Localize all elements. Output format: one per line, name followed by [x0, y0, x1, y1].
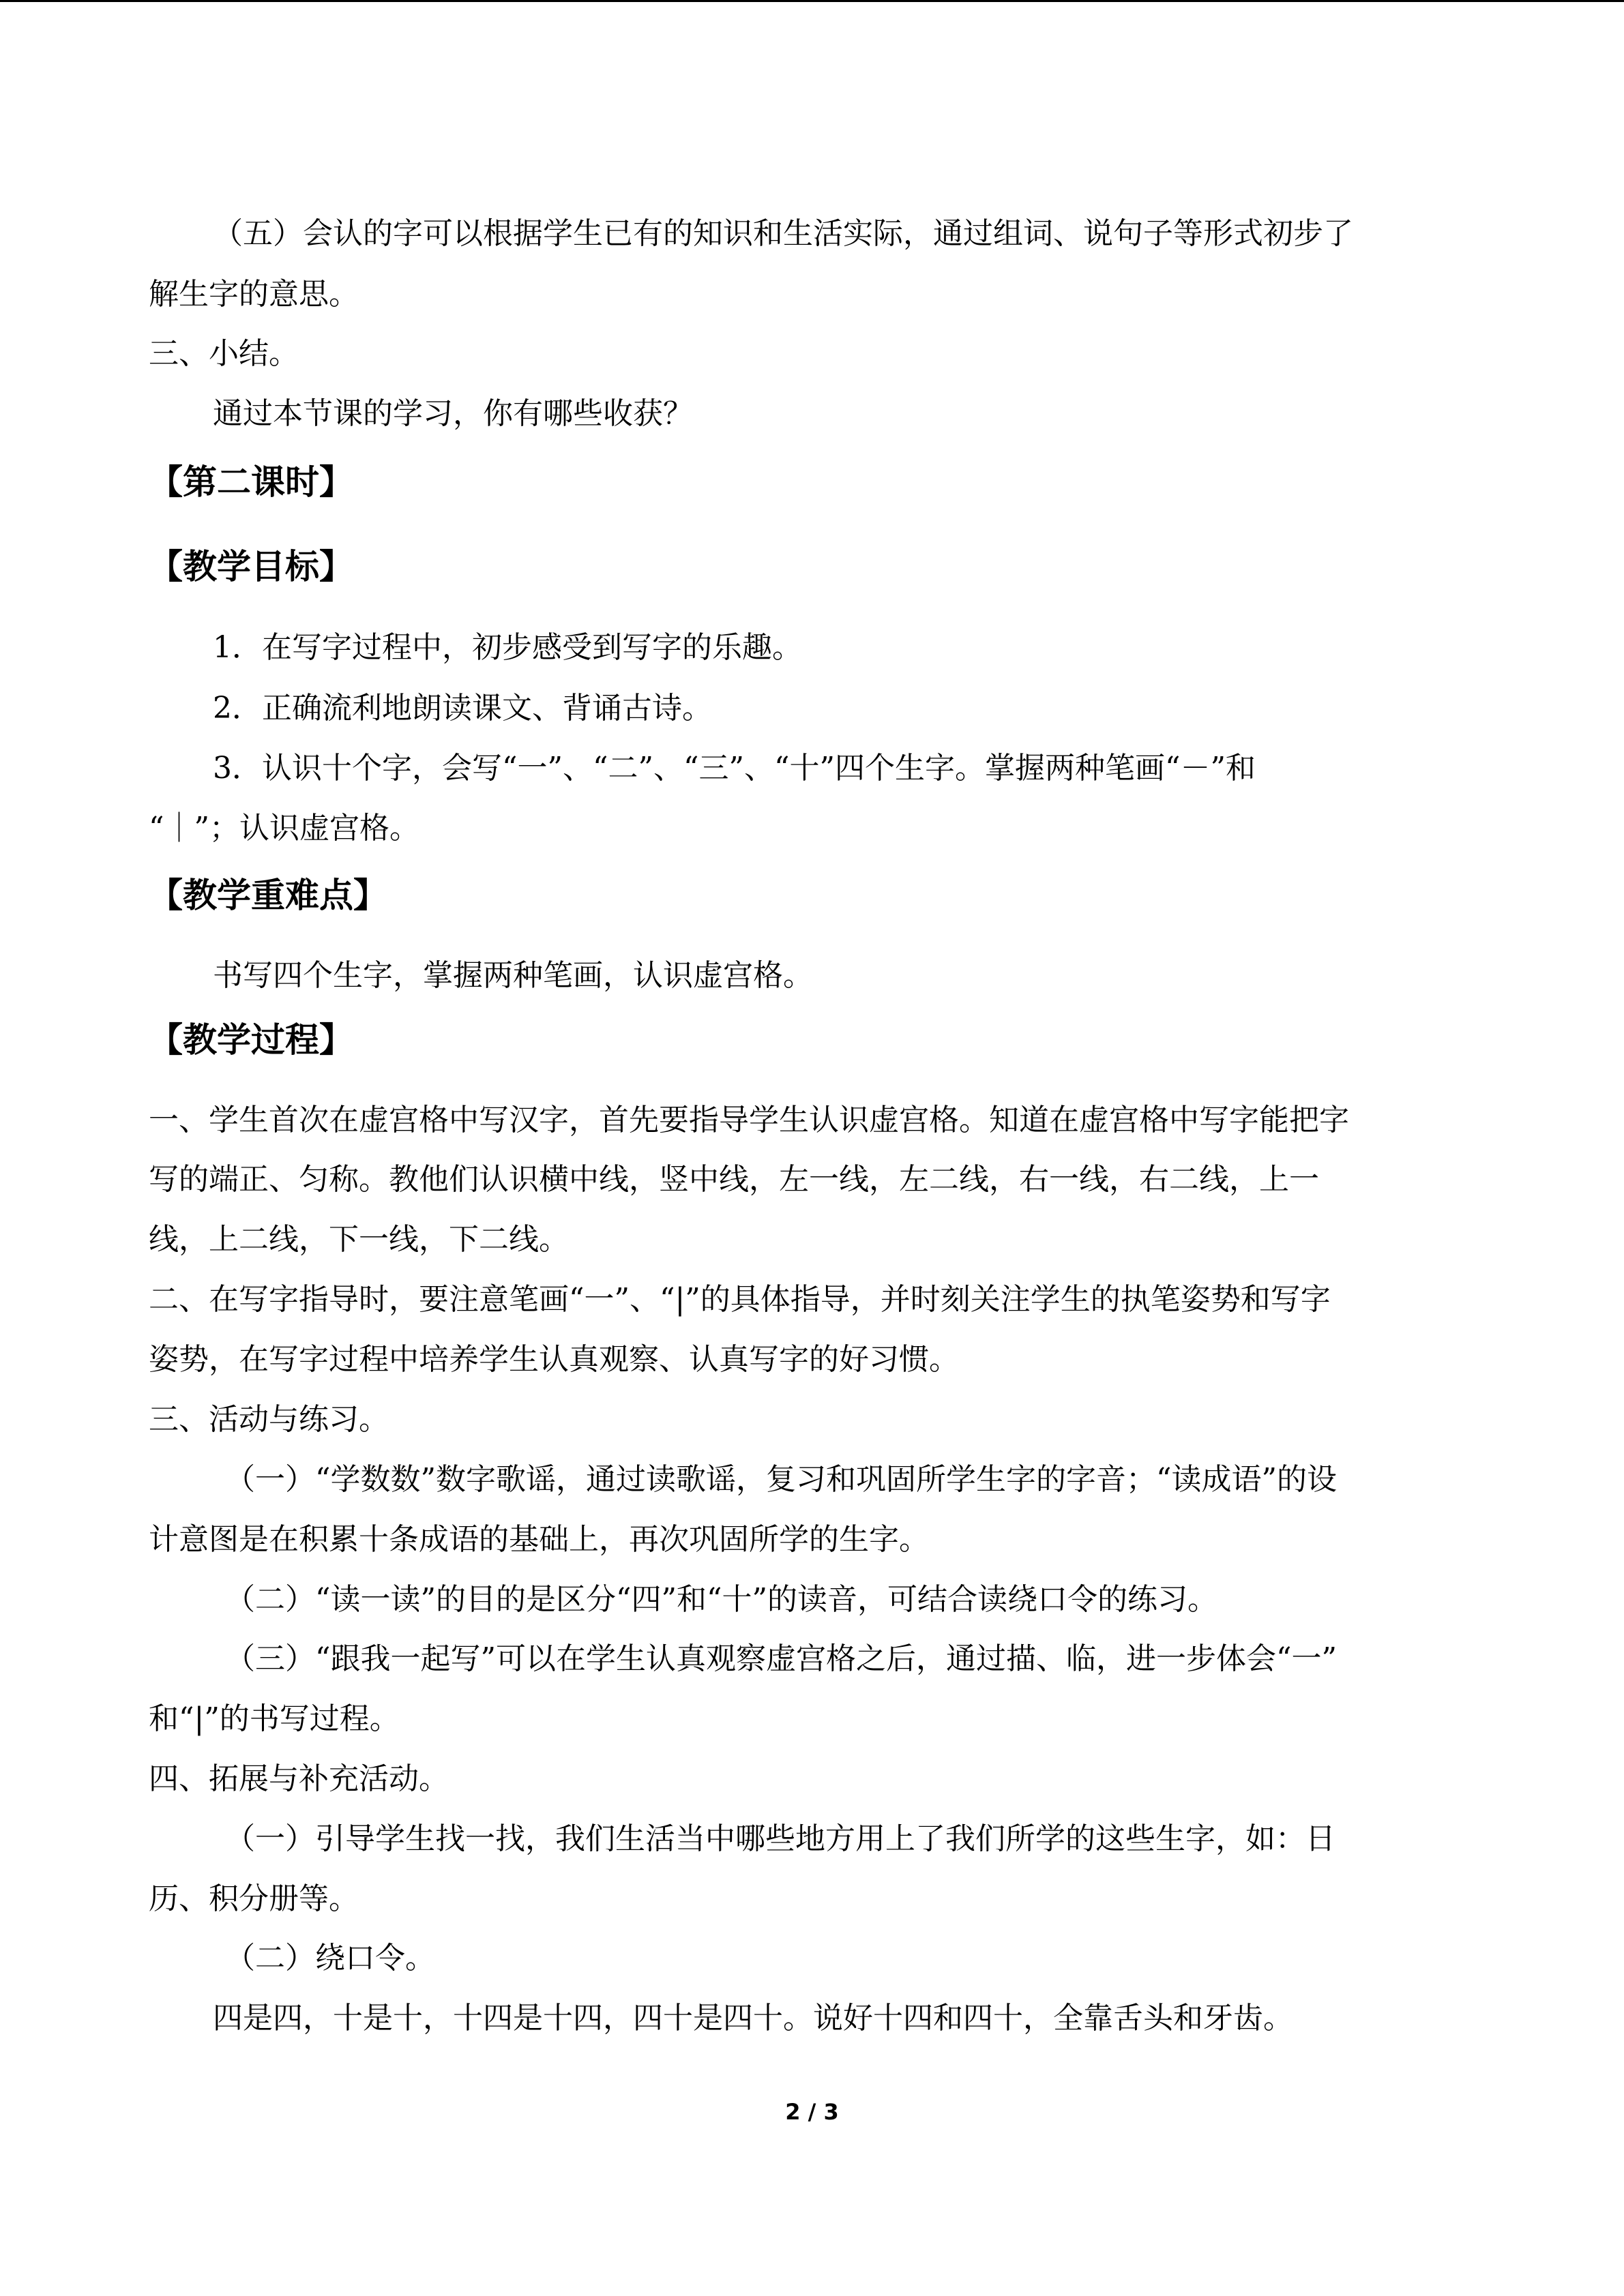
item5-line2: 解生字的意思。	[149, 277, 359, 312]
process-p1-line3: 线，上二线，下一线，下二线。	[149, 1222, 569, 1257]
process-p4-a-line2: 历、积分册等。	[149, 1881, 359, 1916]
process-p4-b: （二）绕口令。	[225, 1941, 435, 1976]
keypoints-heading: 【教学重难点】	[149, 876, 387, 915]
summary-text: 通过本节课的学习，你有哪些收获？	[213, 396, 693, 431]
process-p4-a-line1: （一）引导学生找一找，我们生活当中哪些地方用上了我们所学的这些生字，如：日	[225, 1821, 1335, 1856]
goal-1: 1．在写字过程中，初步感受到写字的乐趣。	[213, 630, 802, 665]
process-p1-line2: 写的端正、匀称。教他们认识横中线，竖中线，左一线，左二线，右一线，右二线，上一	[149, 1162, 1319, 1197]
top-border	[0, 0, 1624, 2]
process-p4-heading: 四、拓展与补充活动。	[149, 1761, 449, 1796]
process-p3-heading: 三、活动与练习。	[149, 1402, 389, 1437]
tongue-twister: 四是四，十是十，十四是十四，四十是四十。说好十四和四十，全靠舌头和牙齿。	[213, 2001, 1293, 2036]
process-p3-a-line2: 计意图是在积累十条成语的基础上，再次巩固所学的生字。	[149, 1522, 929, 1557]
lesson-two-title: 【第二课时】	[149, 462, 353, 502]
goals-heading: 【教学目标】	[149, 547, 353, 586]
process-p3-c-line2: 和“|”的书写过程。	[149, 1701, 400, 1736]
summary-heading: 三、小结。	[149, 336, 299, 371]
process-p2-line2: 姿势，在写字过程中培养学生认真观察、认真写字的好习惯。	[149, 1342, 959, 1377]
process-p3-c-line1: （三）“跟我一起写”可以在学生认真观察虚宫格之后，通过描、临，进一步体会“一”	[225, 1641, 1337, 1676]
goal-3-line1: 3．认识十个字，会写“一”、“二”、“三”、“十”四个生字。掌握两种笔画“－”和	[213, 751, 1256, 786]
goal-2: 2．正确流利地朗读课文、背诵古诗。	[213, 691, 712, 726]
page-number: 2 / 3	[785, 2099, 839, 2125]
process-p2-line1: 二、在写字指导时，要注意笔画“一”、“|”的具体指导，并时刻关注学生的执笔姿势和写字	[149, 1282, 1331, 1317]
item5-line1: （五）会认的字可以根据学生已有的知识和生活实际，通过组词、说句子等形式初步了	[213, 216, 1353, 251]
process-heading: 【教学过程】	[149, 1020, 353, 1060]
process-p3-a-line1: （一）“学数数”数字歌谣，通过读歌谣，复习和巩固所学生字的字音；“读成语”的设	[225, 1462, 1337, 1497]
process-p1-line1: 一、学生首次在虚宫格中写汉字，首先要指导学生认识虚宫格。知道在虚宫格中写字能把字	[149, 1103, 1349, 1137]
keypoints-text: 书写四个生字，掌握两种笔画，认识虚宫格。	[213, 958, 813, 993]
goal-3-line2: “｜”；认识虚宫格。	[149, 811, 419, 846]
process-p3-b: （二）“读一读”的目的是区分“四”和“十”的读音，可结合读绕口令的练习。	[225, 1582, 1217, 1617]
